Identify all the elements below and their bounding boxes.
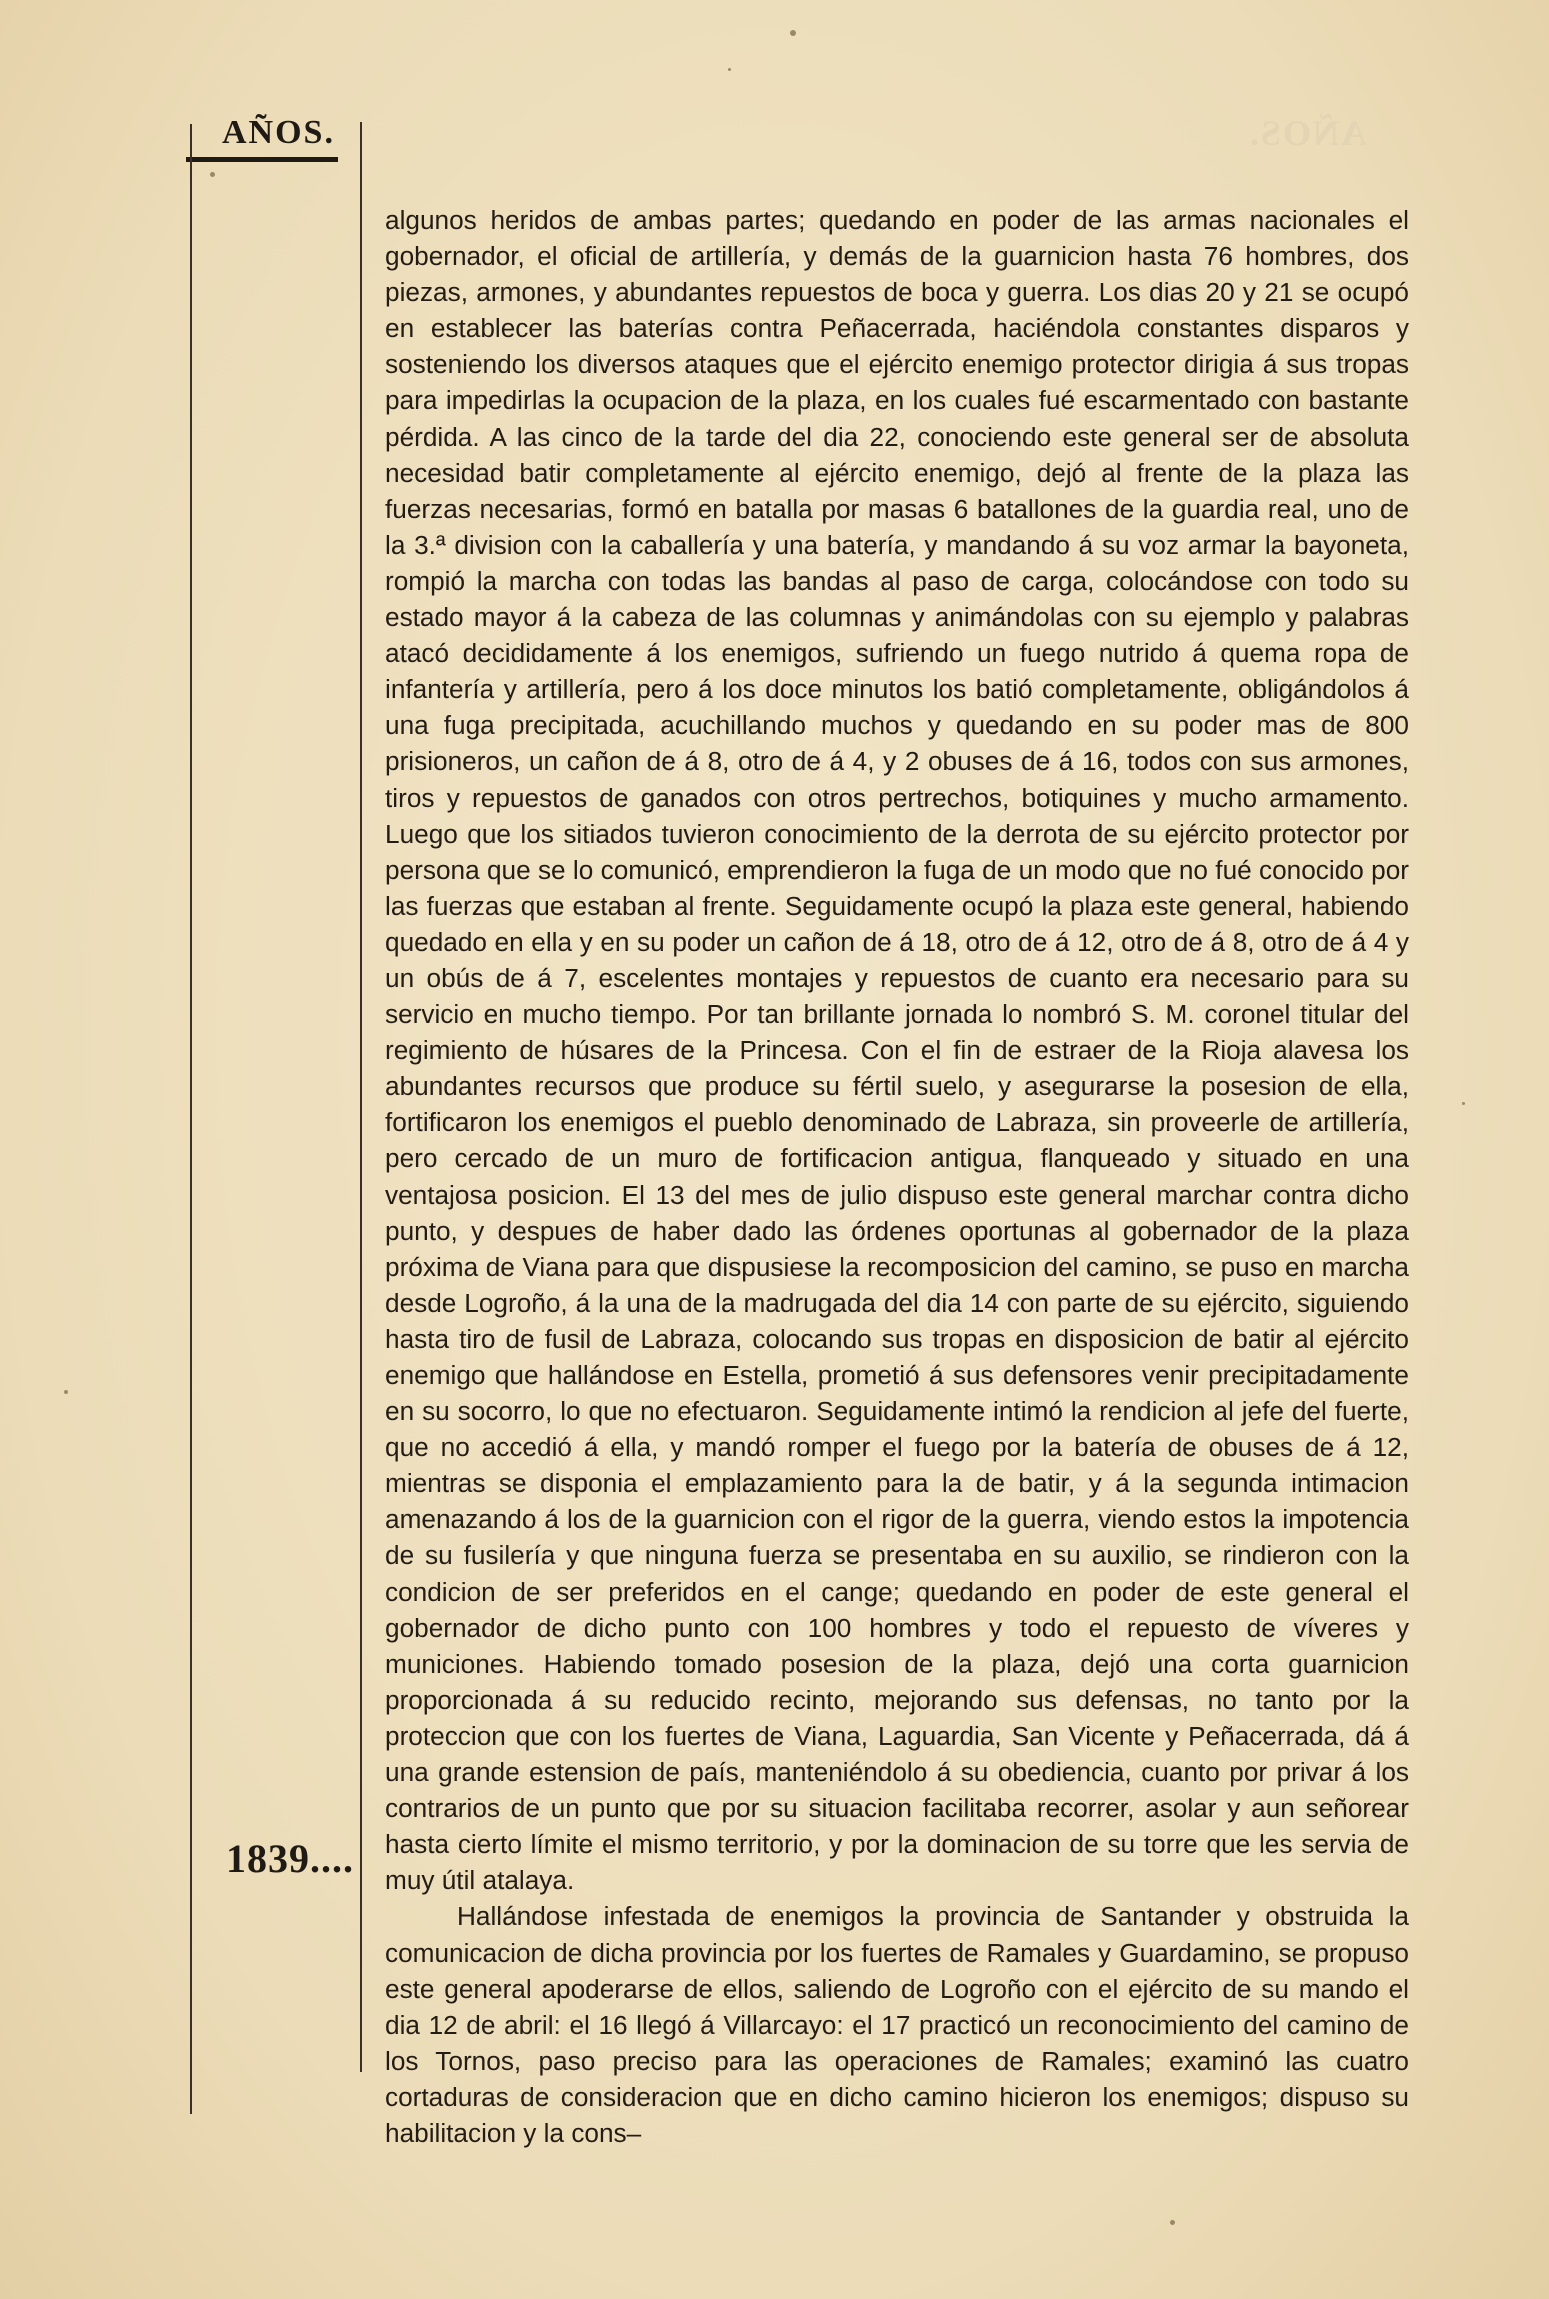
heading-rule [186, 157, 338, 162]
column-divider-rule [360, 122, 362, 2072]
paragraph-santander: Hallándose infestada de enemigos la provincia de Santander y obstruida la comunicacion de dicha provincia por los fuertes de Ramales y Guardamino, se propuso este general apoderarse de ellos, saliendo de Logroño con el ejército de su mando el dia 12 de abril: el 16 llegó á Villarcayo: el 17 practicó un reconocimiento del camino de los Tornos, paso preciso para las operaciones de Ramales; examinó las cuatro cortaduras de consideracion que en dicho camino hicieron los enemigos; dispuso su habilitacion y la cons– [385, 1901, 1409, 2148]
bleed-through-heading: AÑOS. [1248, 113, 1368, 153]
main-text-column [385, 202, 1409, 2151]
paper-speck [728, 68, 731, 71]
paragraph-continued: algunos heridos de ambas partes; quedando en poder de las armas nacionales el gobernador, el oficial de artillería, y demás de la guarnicion hasta 76 hombres, dos piezas, armones, y abundantes repuestos de boca y guerra. Los dias 20 y 21 se ocupó en establecer las baterías contra Peñacerrada, haciéndola constantes disparos y sosteniendo los diversos ataques que el ejército enemigo protector dirigia á sus tropas para impedirlas la ocupacion de la plaza, en los cuales fué escarmentado con bastante pérdida. A las cinco de la tarde del dia 22, conociendo este general ser de absoluta necesidad batir completamente al ejército enemigo, dejó al frente de la plaza las fuerzas necesarias, formó en batalla por masas 6 batallones de la guardia real, uno de la 3.ª division con la caballería y una batería, y mandando á su voz armar la bayoneta, rompió la marcha con todas las bandas al paso de carga, colocándose con todo su estado mayor á la cabeza de las columnas y animándolas con su ejemplo y palabras atacó decididamente á los enemigos, sufriendo un fuego nutrido á quema ropa de infantería y artillería, pero á los doce minutos los batió completamente, obligándolos á una fuga precipitada, acuchillando muchos y quedando en su poder mas de 800 prisioneros, un cañon de á 8, otro de á 4, y 2 obuses de á 16, todos con sus armones, tiros y repuestos de ganados con otros pertrechos, botiquines y mucho armamento. Luego que los sitiados tuvieron conocimiento de la derrota de su ejército protector por persona que se lo comunicó, emprendieron la fuga de un modo que no fué conocido por las fuerzas que estaban al frente. Seguidamente ocupó la plaza este general, habiendo quedado en ella y en su poder un cañon de á 18, otro de á 12, otro de á 8, otro de á 4 y un obús de á 7, escelentes montajes y repuestos de cuanto era necesario para su servicio en mucho tiempo. Por tan brillante jornada lo nombró S. M. coronel titular del regimiento de húsares de la Princesa. Con el fin de estraer de la Rioja alavesa los abundantes recursos que produce su fértil suelo, y asegurarse la posesion de ella, fortificaron los enemigos el pueblo denominado de Labraza, sin proveerle de artillería, pero cercado de un muro de fortificacion antigua, flanqueado y situado en una ventajosa posicion. El 13 del mes de julio dispuso este general marchar contra dicho punto, y despues de haber dado las órdenes oportunas al gobernador de la plaza próxima de Viana para que dispusiese la recomposicion del camino, se puso en marcha desde Logroño, á la una de la madrugada del dia 14 con parte de su ejército, siguiendo hasta tiro de fusil de Labraza, colocando sus tropas en disposicion de batir al ejército enemigo que hallándose en Estella, prometió á sus defensores venir precipitadamente en su socorro, lo que no efectuaron. Seguidamente intimó la rendicion al jefe del fuerte, que no accedió á ella, y mandó romper el fuego por la batería de obuses de á 12, mientras se disponia el emplazamiento para la de batir, y á la segunda intimacion amenazando á los de la guarnicion con el rigor de la guerra, viendo estos la impotencia de su fusilería y que ninguna fuerza se presentaba en su auxilio, se rindieron con la condicion de ser preferidos en el cange; quedando en poder de este general el gobernador de dicho punto con 100 hombres y todo el repuesto de víveres y municiones. Habiendo tomado posesion de la plaza, dejó una corta guarnicion proporcionada á su reducido recinto, mejorando sus defensas, no tanto por la proteccion que con los fuertes de Viana, Laguardia, San Vicente y Peñacerrada, dá á una grande estension de país, manteniéndolo á su obediencia, cuanto por privar á los contrarios de un punto que por su situacion facilitaba recorrer, asolar y aun señorear hasta cierto límite el mismo territorio, y por la dominacion de su torre que les servia de muy útil atalaya. [385, 205, 1409, 1896]
left-margin-rule [190, 124, 192, 2114]
paper-speck [1462, 1102, 1465, 1105]
paper-speck [1170, 2220, 1175, 2225]
paper-speck [64, 1390, 68, 1394]
margin-year-label: 1839.... [226, 1836, 354, 1881]
years-column-heading: AÑOS. [222, 114, 335, 151]
paper-speck [790, 30, 796, 36]
paper-speck [210, 172, 215, 177]
